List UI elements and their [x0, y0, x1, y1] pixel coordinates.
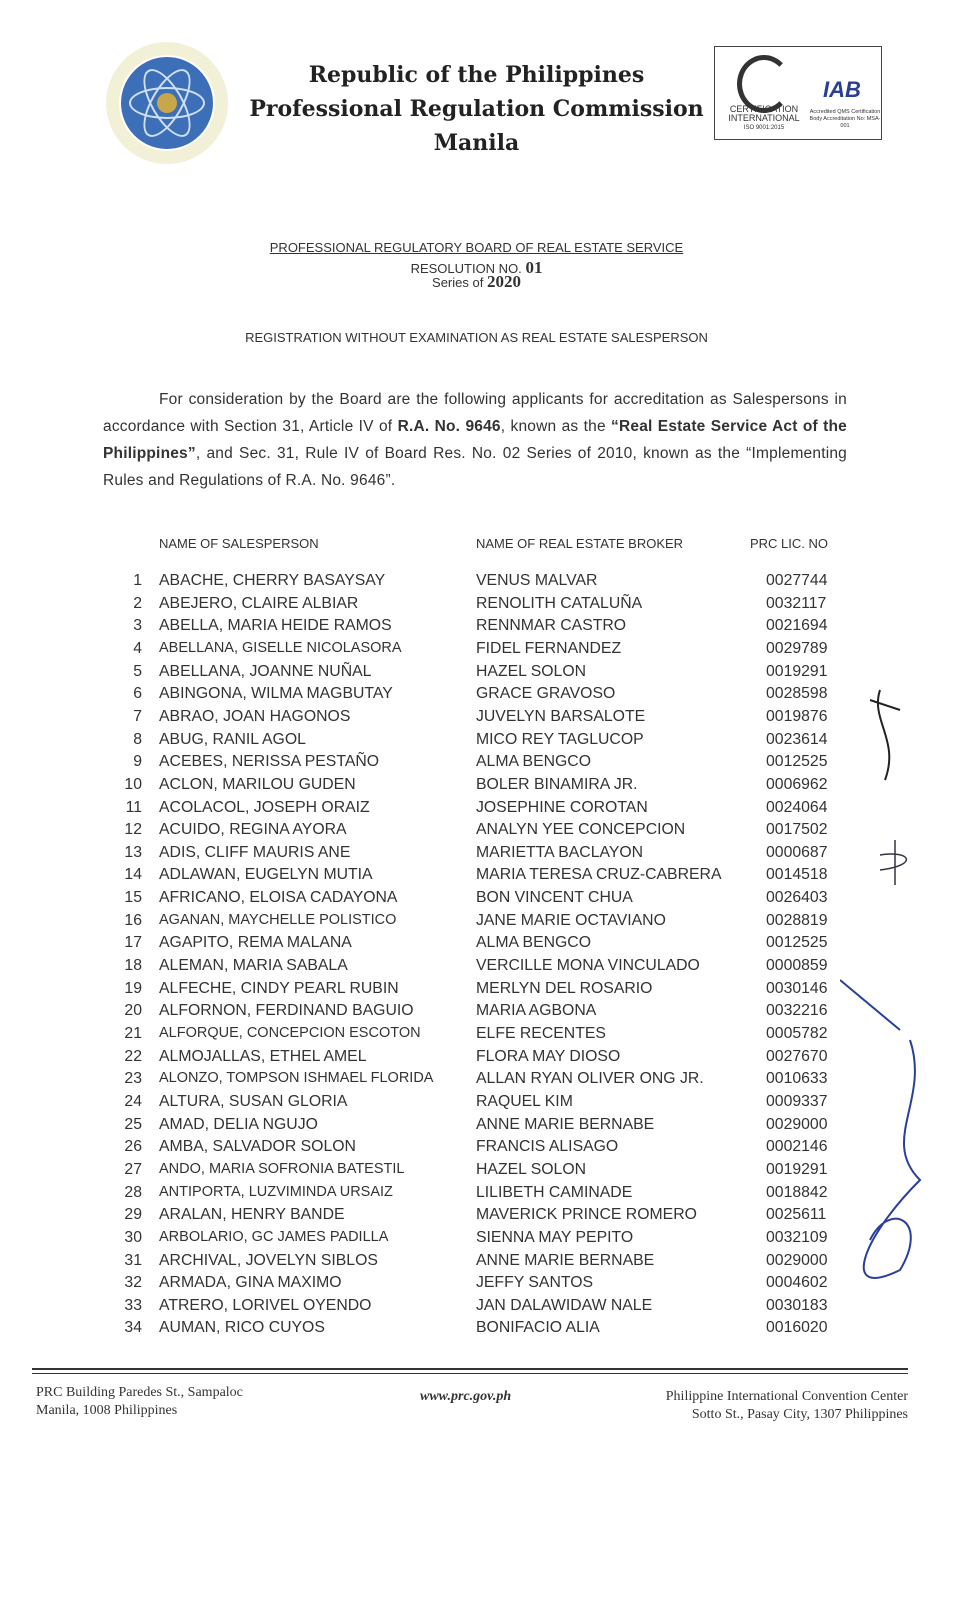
cert-iso: ISO 9001:2015	[743, 125, 785, 131]
salesperson-name: ABUG, RANIL AGOL	[159, 730, 306, 748]
intro-text-3: , and Sec. 31, Rule IV of Board Res. No. 02 Series of 2010, known as the “Implementing Rules and Regulations of R.A. No. 9646”.	[103, 445, 847, 489]
row-number: 10	[124, 775, 142, 793]
row-number: 5	[133, 662, 142, 680]
salesperson-name: ANDO, MARIA SOFRONIA BATESTIL	[159, 1160, 405, 1177]
footer-divider	[32, 1368, 908, 1370]
salesperson-name: ACLON, MARILOU GUDEN	[159, 775, 356, 793]
license-number: 0025611	[766, 1206, 827, 1224]
footer-left-line1: PRC Building Paredes St., Sampaloc	[36, 1385, 243, 1400]
intro-paragraph	[103, 386, 847, 494]
table-row	[0, 1048, 973, 1070]
row-number: 3	[133, 617, 142, 635]
license-number: 0027670	[766, 1047, 828, 1065]
row-number: 15	[124, 889, 142, 907]
row-number: 34	[124, 1319, 142, 1337]
cert-name-2: INTERNATIONAL	[728, 113, 800, 123]
resolution-label: RESOLUTION NO.	[410, 261, 522, 276]
row-number: 29	[124, 1206, 142, 1224]
intro-text-1: For consideration by the Board are the following applicants for accreditation as Salespersons in accordance with Section 31, Article IV of	[103, 391, 847, 435]
license-number: 0023614	[766, 730, 828, 748]
broker-name: VERCILLE MONA VINCULADO	[476, 957, 700, 975]
table-row	[0, 1319, 973, 1341]
table-row	[0, 957, 973, 979]
resolution-subject: REGISTRATION WITHOUT EXAMINATION AS REAL ESTATE SALESPERSON	[245, 330, 708, 345]
table-row	[0, 1184, 973, 1206]
row-number: 20	[124, 1002, 142, 1020]
row-number: 13	[124, 843, 142, 861]
broker-name: JEFFY SANTOS	[476, 1274, 594, 1292]
broker-name: MARIA AGBONA	[476, 1002, 597, 1020]
broker-name: MARIA TERESA CRUZ-CABRERA	[476, 866, 722, 884]
broker-name: BOLER BINAMIRA JR.	[476, 775, 638, 793]
broker-name: ANALYN YEE CONCEPCION	[476, 821, 686, 839]
table-row	[0, 889, 973, 911]
table-row	[0, 731, 973, 753]
broker-name: MARIETTA BACLAYON	[476, 843, 644, 861]
row-number: 6	[133, 685, 142, 703]
iso-certification-logo	[714, 46, 882, 140]
row-number: 32	[124, 1274, 142, 1292]
license-number: 0019291	[766, 662, 828, 680]
broker-name: GRACE GRAVOSO	[476, 685, 616, 703]
broker-name: ELFE RECENTES	[476, 1025, 606, 1042]
table-row	[0, 1206, 973, 1228]
broker-name: FIDEL FERNANDEZ	[476, 639, 622, 657]
broker-name: ALMA BENGCO	[476, 934, 591, 952]
cert-name-block	[719, 105, 809, 123]
salesperson-name: ALONZO, TOMPSON ISHMAEL FLORIDA	[159, 1070, 434, 1087]
license-number: 0005782	[766, 1025, 828, 1042]
row-number: 4	[133, 639, 142, 657]
license-number: 0032117	[766, 594, 827, 612]
table-row	[0, 821, 973, 843]
table-row	[0, 912, 973, 934]
broker-name: BON VINCENT CHUA	[476, 889, 633, 907]
footer-right-line1: Philippine International Convention Center	[665, 1389, 908, 1404]
salesperson-name: AUMAN, RICO CUYOS	[159, 1319, 325, 1337]
license-number: 0021694	[766, 617, 828, 635]
resolution-series	[0, 272, 953, 292]
header-commission: Professional Regulation Commission	[249, 96, 704, 122]
intro-text-2: , known as the	[500, 418, 612, 435]
salesperson-name: ANTIPORTA, LUZVIMINDA URSAIZ	[159, 1183, 393, 1200]
resolution-no-value: 01	[525, 258, 543, 277]
row-number: 21	[124, 1025, 142, 1042]
footer-left-line2: Manila, 1008 Philippines	[36, 1403, 178, 1418]
license-number: 0026403	[766, 889, 828, 907]
table-row	[0, 776, 973, 798]
row-number: 27	[124, 1160, 142, 1178]
license-number: 0019291	[766, 1160, 828, 1178]
license-number: 0010633	[766, 1070, 828, 1088]
row-number: 25	[124, 1115, 142, 1133]
footer-right-line2: Sotto St., Pasay City, 1307 Philippines	[691, 1407, 908, 1422]
series-year: 2020	[486, 272, 521, 291]
table-row	[0, 1274, 973, 1296]
table-row	[0, 1070, 973, 1092]
footer-address-right	[666, 1388, 908, 1424]
row-number: 7	[133, 707, 142, 725]
table-row	[0, 595, 973, 617]
row-number: 9	[133, 753, 142, 771]
salesperson-name: ALEMAN, MARIA SABALA	[159, 957, 348, 975]
salesperson-name: ABRAO, JOAN HAGONOS	[159, 707, 351, 725]
broker-name: MAVERICK PRINCE ROMERO	[476, 1206, 697, 1224]
broker-name: RAQUEL KIM	[476, 1092, 573, 1110]
row-number: 28	[124, 1183, 142, 1201]
broker-name: HAZEL SOLON	[476, 1160, 587, 1178]
license-number: 0028598	[766, 685, 828, 703]
footer-address-left	[36, 1384, 243, 1420]
salesperson-name: ARCHIVAL, JOVELYN SIBLOS	[159, 1251, 378, 1269]
salesperson-name: ADIS, CLIFF MAURIS ANE	[159, 843, 351, 861]
broker-name: BONIFACIO ALIA	[476, 1319, 600, 1337]
table-row	[0, 799, 973, 821]
row-number: 14	[124, 866, 142, 884]
license-number: 0000687	[766, 843, 828, 861]
license-number: 0032109	[766, 1228, 828, 1246]
license-number: 0000859	[766, 957, 828, 975]
salesperson-name: AFRICANO, ELOISA CADAYONA	[159, 889, 398, 907]
license-number: 0018842	[766, 1183, 828, 1201]
row-number: 12	[124, 821, 142, 839]
header-salesperson: NAME OF SALESPERSON	[159, 536, 319, 551]
table-row	[0, 866, 973, 888]
license-number: 0029789	[766, 639, 828, 657]
handwritten-signatures	[840, 680, 950, 1320]
broker-name: MICO REY TAGLUCOP	[476, 730, 644, 748]
table-row	[0, 753, 973, 775]
row-number: 22	[124, 1047, 142, 1065]
table-row	[0, 1138, 973, 1160]
row-number: 8	[133, 730, 142, 748]
table-row	[0, 640, 973, 662]
salesperson-name: ABELLANA, GISELLE NICOLASORA	[159, 639, 402, 656]
table-row	[0, 1116, 973, 1138]
license-number: 0002146	[766, 1138, 828, 1156]
series-label: Series of	[432, 275, 484, 290]
license-number: 0032216	[766, 1002, 828, 1020]
salesperson-name: ABEJERO, CLAIRE ALBIAR	[159, 594, 359, 612]
broker-name: VENUS MALVAR	[476, 572, 598, 589]
salesperson-name: ABELLANA, JOANNE NUÑAL	[159, 662, 372, 680]
broker-name: ANNE MARIE BERNABE	[476, 1251, 655, 1269]
row-number: 2	[133, 594, 142, 612]
act-title: “Real Estate Service Act of the Philippines”	[103, 418, 847, 462]
cert-accreditation: Accredited QMS Certification Body Accreditation No: MSA-001	[809, 109, 881, 129]
license-number: 0009337	[766, 1092, 828, 1110]
salesperson-name: AMBA, SALVADOR SOLON	[159, 1138, 356, 1156]
row-number: 17	[124, 934, 142, 952]
cert-name: CERTIFICATION	[729, 104, 799, 114]
license-number: 0014518	[766, 866, 828, 884]
broker-name: RENNMAR CASTRO	[476, 617, 627, 635]
salesperson-name: ABACHE, CHERRY BASAYSAY	[159, 572, 386, 589]
table-row	[0, 685, 973, 707]
table-row	[0, 980, 973, 1002]
row-number: 19	[124, 979, 142, 997]
table-row	[0, 1002, 973, 1024]
table-row	[0, 572, 973, 594]
salesperson-name: ALFECHE, CINDY PEARL RUBIN	[159, 979, 399, 997]
salesperson-name: ACOLACOL, JOSEPH ORAIZ	[159, 798, 370, 816]
broker-name: HAZEL SOLON	[476, 662, 587, 680]
license-number: 0024064	[766, 798, 828, 816]
broker-name: ALLAN RYAN OLIVER ONG JR.	[476, 1070, 704, 1088]
broker-name: ALMA BENGCO	[476, 753, 591, 771]
row-number: 11	[125, 798, 142, 816]
broker-name: LILIBETH CAMINADE	[476, 1183, 633, 1201]
salesperson-name: ACEBES, NERISSA PESTAÑO	[159, 753, 380, 771]
salesperson-name: ALTURA, SUSAN GLORIA	[159, 1092, 348, 1110]
row-number: 31	[124, 1251, 142, 1269]
table-row	[0, 708, 973, 730]
license-number: 0029000	[766, 1251, 828, 1269]
license-number: 0006962	[766, 775, 828, 793]
license-number: 0027744	[766, 572, 828, 589]
table-row	[0, 844, 973, 866]
license-number: 0029000	[766, 1115, 828, 1133]
iab-logo: IAB	[823, 77, 861, 102]
license-number: 0030183	[766, 1296, 828, 1314]
salesperson-name: AMAD, DELIA NGUJO	[159, 1115, 318, 1133]
broker-name: RENOLITH CATALUÑA	[476, 594, 643, 612]
salesperson-name: AGAPITO, REMA MALANA	[159, 934, 352, 952]
footer-website-link[interactable]: www.prc.gov.ph	[420, 1389, 512, 1404]
row-number: 24	[124, 1092, 142, 1110]
salesperson-name: ALFORQUE, CONCEPCION ESCOTON	[159, 1025, 421, 1041]
table-row	[0, 1093, 973, 1115]
row-number: 16	[124, 911, 142, 929]
salesperson-name: ALFORNON, FERDINAND BAGUIO	[159, 1002, 414, 1020]
table-row	[0, 1297, 973, 1319]
table-row	[0, 1025, 973, 1047]
license-number: 0004602	[766, 1274, 828, 1292]
row-number: 23	[124, 1070, 142, 1088]
header-license: PRC LIC. NO	[750, 536, 829, 551]
salesperson-name: ATRERO, LORIVEL OYENDO	[159, 1296, 372, 1314]
table-row	[0, 934, 973, 956]
row-number: 30	[124, 1228, 142, 1246]
table-row	[0, 617, 973, 639]
table-row	[0, 663, 973, 685]
license-number: 0017502	[766, 821, 828, 839]
broker-name: MERLYN DEL ROSARIO	[476, 979, 653, 997]
salesperson-name: AGANAN, MAYCHELLE POLISTICO	[159, 911, 397, 928]
broker-name: JANE MARIE OCTAVIANO	[476, 911, 666, 929]
header-broker: NAME OF REAL ESTATE BROKER	[476, 536, 684, 551]
broker-name: JOSEPHINE COROTAN	[476, 798, 648, 816]
license-number: 0012525	[766, 753, 828, 771]
license-number: 0028819	[766, 911, 828, 929]
header-republic: Republic of the Philippines	[308, 62, 645, 88]
broker-name: FLORA MAY DIOSO	[476, 1047, 621, 1065]
salesperson-name: ABELLA, MARIA HEIDE RAMOS	[159, 617, 392, 635]
salesperson-name: ARMADA, GINA MAXIMO	[159, 1274, 342, 1292]
salesperson-name: ABINGONA, WILMA MAGBUTAY	[159, 685, 393, 703]
table-row	[0, 1252, 973, 1274]
salesperson-name: ACUIDO, REGINA AYORA	[159, 821, 347, 839]
salesperson-name: ADLAWAN, EUGELYN MUTIA	[159, 866, 373, 884]
broker-name: JUVELYN BARSALOTE	[476, 707, 646, 725]
header-city: Manila	[433, 130, 520, 156]
salesperson-name: ARALAN, HENRY BANDE	[159, 1206, 345, 1224]
broker-name: ANNE MARIE BERNABE	[476, 1115, 655, 1133]
table-row	[0, 1161, 973, 1183]
salesperson-name: ARBOLARIO, GC JAMES PADILLA	[159, 1228, 389, 1245]
row-number: 1	[133, 572, 142, 589]
license-number: 0030146	[766, 979, 828, 997]
broker-name: JAN DALAWIDAW NALE	[476, 1296, 653, 1314]
license-number: 0019876	[766, 707, 828, 725]
broker-name: FRANCIS ALISAGO	[476, 1138, 619, 1156]
ra-reference: R.A. No. 9646	[397, 418, 501, 435]
license-number: 0012525	[766, 934, 828, 952]
license-number: 0016020	[766, 1319, 828, 1337]
row-number: 18	[124, 957, 142, 975]
row-number: 33	[124, 1296, 142, 1314]
salesperson-name: ALMOJALLAS, ETHEL AMEL	[159, 1047, 367, 1065]
board-name: PROFESSIONAL REGULATORY BOARD OF REAL ESTATE SERVICE	[269, 240, 684, 255]
broker-name: SIENNA MAY PEPITO	[476, 1228, 634, 1246]
row-number: 26	[124, 1138, 142, 1156]
footer-divider-thin	[32, 1373, 908, 1374]
table-row	[0, 1229, 973, 1251]
